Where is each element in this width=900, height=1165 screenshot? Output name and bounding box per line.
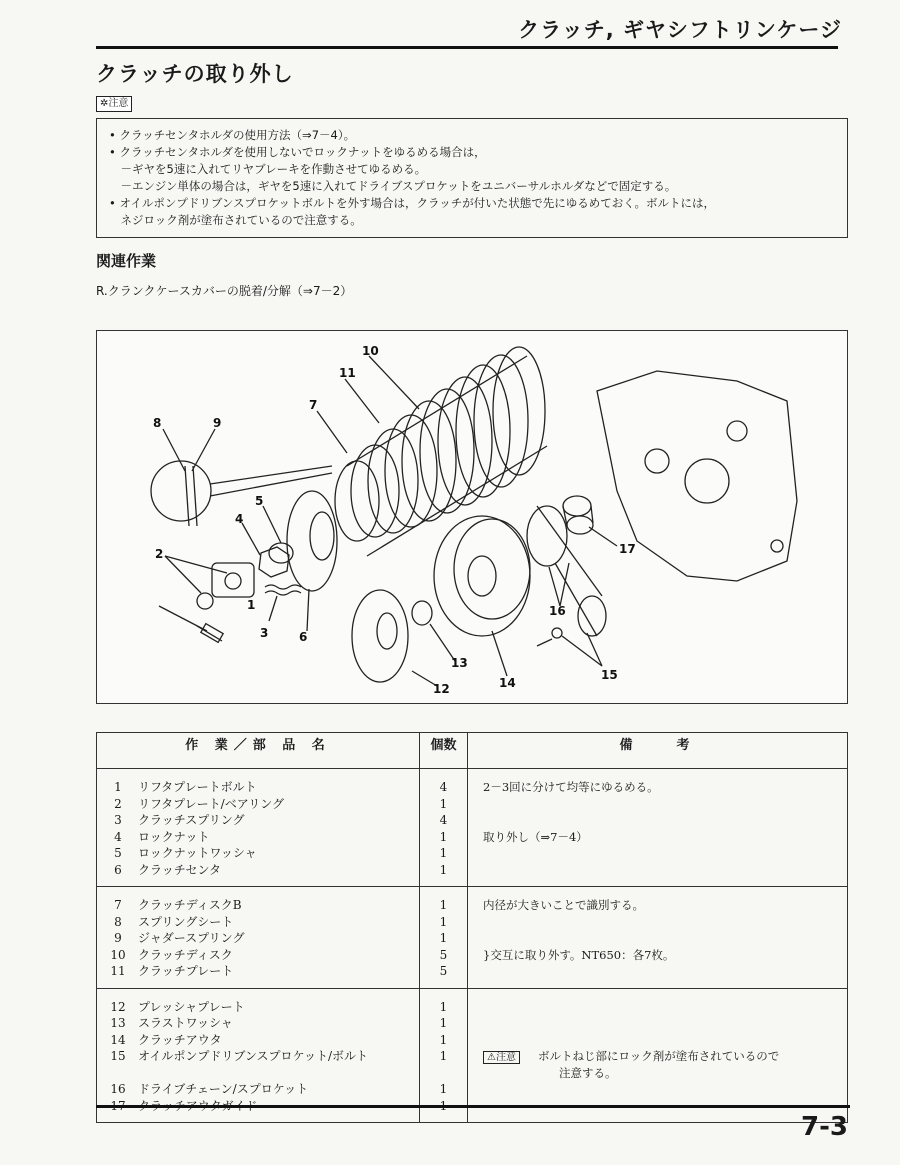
- callout-13: 13: [451, 656, 468, 670]
- callout-1: 1: [247, 598, 256, 612]
- callout-17: 17: [619, 542, 636, 556]
- caution-item: －エンジン単体の場合は，ギヤを5速に入れてドライブスプロケットをユニバーサルホルダなどで固定する。: [109, 179, 677, 193]
- table-row: [97, 988, 848, 1123]
- caution-item: ネジロック剤が塗布されているので注意する。: [109, 213, 362, 227]
- callout-8: 8: [153, 416, 162, 430]
- callout-12: 12: [433, 682, 450, 696]
- callout-6: 6: [299, 630, 308, 644]
- name-cell: 7 クラッチディスクB 8 スプリングシート 9 ジャダースプリング 10 クラッチディスク 11 クラッチプレート: [97, 887, 420, 989]
- related-work-text: R.クランクケースカバーの脱着/分解（⇒7－2）: [96, 284, 353, 298]
- chapter-title: クラッチ, ギヤシフトリンケージ: [518, 18, 842, 42]
- name-cell: 1 リフタプレートボルト 2 リフタプレート/ベアリング 3 クラッチスプリング 4 ロックナット 5 ロックナットワッシャ 6 クラッチセンタ: [97, 769, 420, 887]
- table-header-row: [97, 733, 848, 769]
- callout-14: 14: [499, 676, 516, 690]
- callout-9: 9: [213, 416, 222, 430]
- footer-divider: [96, 1105, 850, 1108]
- section-title: クラッチの取り外し: [96, 62, 294, 86]
- warning-star-icon: ✲: [100, 98, 109, 109]
- callout-10: 10: [362, 344, 379, 358]
- header-remarks: 備 考: [468, 733, 848, 769]
- table-row: [97, 769, 848, 887]
- callout-11: 11: [339, 366, 356, 380]
- remarks-cell: 2－3回に分けて均等にゆるめる。 取り外し（⇒7－4）: [468, 769, 848, 887]
- name-cell: 12 プレッシャプレート 13 スラストワッシャ 14 クラッチアウタ 15 オイルポンプドリブンスプロケット/ボルト 16 ドライブチェーン/スプロケット: [97, 988, 420, 1123]
- remarks-cell: 内径が大きいことで識別する。 }交互に取り外す。NT650：各7枚。: [468, 887, 848, 989]
- caution-badge: ✲注意: [96, 96, 132, 112]
- remarks-cell: ⚠注意 ボルトねじ部にロック剤が塗布されているので 注意する。: [468, 988, 848, 1123]
- qty-cell: 4 1 4 1 1 1: [420, 769, 468, 887]
- header-qty: 個数: [420, 733, 468, 769]
- table-row: [97, 887, 848, 989]
- callout-4: 4: [235, 512, 244, 526]
- caution-box: [96, 118, 848, 238]
- caution-item: • オイルポンプドリブンスプロケットボルトを外す場合は，クラッチが付いた状態で先にゆるめておく。ボルトには，: [109, 196, 716, 210]
- qty-cell: 1 1 1 1 1: [420, 988, 468, 1123]
- callout-3: 3: [260, 626, 269, 640]
- callout-16: 16: [549, 604, 566, 618]
- related-work-title: 関連作業: [96, 252, 157, 270]
- caution-inline-badge: ⚠注意: [483, 1051, 520, 1064]
- callout-5: 5: [255, 494, 264, 508]
- clutch-exploded-diagram: [96, 330, 848, 704]
- header-divider: [96, 46, 838, 49]
- caution-item: • クラッチセンタホルダを使用しないでロックナットをゆるめる場合は，: [109, 145, 486, 159]
- page-number: 7-3: [801, 1112, 848, 1142]
- qty-cell: 1 1 1 5 5: [420, 887, 468, 989]
- callout-2: 2: [155, 547, 164, 561]
- header-name: 作 業／部 品 名: [97, 733, 420, 769]
- parts-table: [96, 732, 848, 1123]
- callout-7: 7: [309, 398, 318, 412]
- callout-15: 15: [601, 668, 618, 682]
- caution-item: －ギヤを5速に入れてリヤブレーキを作動させてゆるめる。: [109, 162, 427, 176]
- caution-item: • クラッチセンタホルダの使用方法（⇒7－4）。: [109, 128, 356, 142]
